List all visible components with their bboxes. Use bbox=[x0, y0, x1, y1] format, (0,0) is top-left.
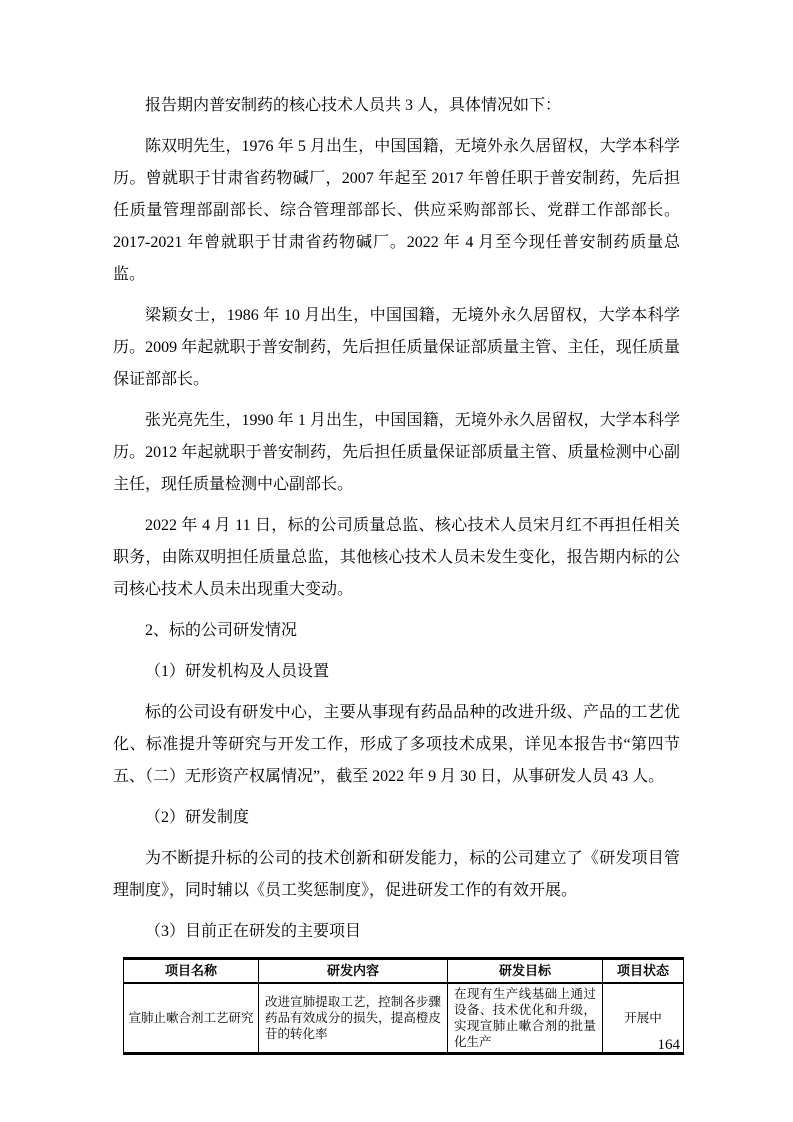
table-cell-project-name: 宣肺止嗽合剂工艺研究 bbox=[124, 983, 259, 1054]
rd-center-paragraph: 标的公司设有研发中心，主要从事现有药品品种的改进升级、产品的工艺优化、标准提升等研究与开发工作，形成了多项技术成果，详见本报告书“第四节五、（二）无形资产权属情况”，截至 2022 年 9 月 30 日，从事研发人员 43 人。 bbox=[113, 704, 680, 785]
subsection-heading-rd-system: （2）研发制度 bbox=[145, 809, 250, 826]
rd-system-paragraph: 为不断提升标的公司的技术创新和研发能力，标的公司建立了《研发项目管理制度》，同时辅以《员工奖惩制度》，促进研发工作的有效开展。 bbox=[113, 850, 680, 899]
table-row bbox=[124, 983, 684, 1054]
table-cell-rd-content: 改进宣肺提取工艺，控制各步骤药品有效成分的损失，提高橙皮苷的转化率 bbox=[259, 983, 448, 1054]
table-header-project-status: 项目状态 bbox=[603, 959, 684, 984]
table-header-rd-content: 研发内容 bbox=[259, 959, 448, 984]
table-cell-project-status: 开展中 bbox=[603, 983, 684, 1054]
bio-paragraph-chen: 陈双明先生，1976 年 5 月出生，中国国籍，无境外永久居留权，大学本科学历。曾就职于甘肃省药物碱厂，2007 年起至 2017 年曾任职于普安制药，先后担任质量管理部副部长、综合管理部部长、供应采购部部长、党群工作部部长。2017-2021 年曾就职于甘肃省药物碱厂。2022 年 4 月至今现任普安制药质量总监。 bbox=[113, 138, 680, 283]
table-header-row bbox=[124, 959, 684, 984]
bio-paragraph-zhang: 张光亮先生，1990 年 1 月出生，中国国籍，无境外永久居留权，大学本科学历。2012 年起就职于普安制药，先后担任质量保证部质量主管、质量检测中心副主任，现任质量检测中心副部长。 bbox=[113, 412, 680, 493]
rd-projects-table bbox=[123, 957, 684, 1055]
subsection-heading-rd-projects: （3）目前正在研发的主要项目 bbox=[145, 923, 362, 940]
subsection-heading-rd-org: （1）研发机构及人员设置 bbox=[145, 663, 330, 680]
table-header-rd-goal: 研发目标 bbox=[448, 959, 603, 984]
table-header-project-name: 项目名称 bbox=[124, 959, 259, 984]
table-cell-rd-goal: 在现有生产线基础上通过设备、技术优化和升级，实现宣肺止嗽合剂的批量化生产 bbox=[448, 983, 603, 1054]
section-heading-rd: 2、标的公司研发情况 bbox=[145, 622, 298, 639]
personnel-change-paragraph: 2022 年 4 月 11 日，标的公司质量总监、核心技术人员宋月红不再担任相关职务，由陈双明担任质量总监，其他核心技术人员未发生变化，报告期内标的公司核心技术人员未出现重大变动。 bbox=[113, 517, 680, 598]
page-number: 164 bbox=[657, 1037, 680, 1053]
page-content bbox=[113, 90, 680, 1055]
intro-paragraph: 报告期内普安制药的核心技术人员共 3 人，具体情况如下： bbox=[145, 97, 562, 114]
bio-paragraph-liang: 梁颖女士，1986 年 10 月出生，中国国籍，无境外永久居留权，大学本科学历。2009 年起就职于普安制药，先后担任质量保证部质量主管、主任，现任质量保证部部长。 bbox=[113, 307, 680, 388]
